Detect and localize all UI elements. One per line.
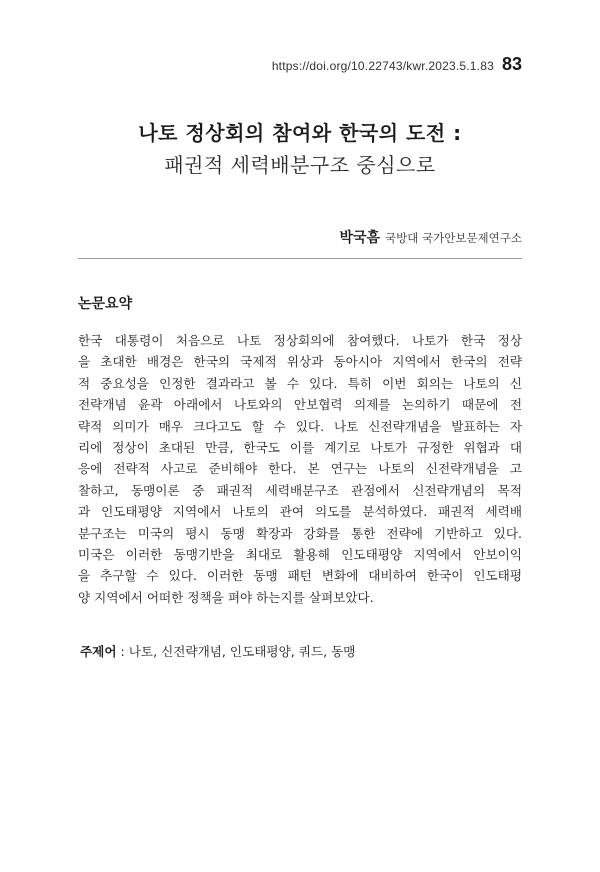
page-header [272,54,522,75]
author-name: 박국흠 [339,230,381,246]
article-title: 나토 정상회의 참여와 한국의 도전 : [138,121,462,145]
keywords-separator: : [116,644,129,659]
abstract-line: 을 초대한 배경은 한국의 국제적 위상과 동아시아 지역에서 한국의 전략 [78,354,522,370]
keywords-text: 나토, 신전략개념, 인도태평양, 쿼드, 동맹 [128,644,356,659]
abstract-line: 리에 정상이 초대된 만큼, 한국도 이를 계기로 나토가 규정한 위협과 대 [78,439,522,455]
abstract-heading: 논문요약 [78,296,133,312]
abstract-line: 찰하고, 동맹이론 중 패권적 세력배분구조 관점에서 신전략개념의 목적 [78,482,522,498]
page-number: 83 [501,54,522,74]
header-divider [78,258,522,259]
abstract-line: 한국 대통령이 처음으로 나토 정상회의에 참여했다. 나토가 한국 정상 [78,333,522,348]
author-affiliation: 국방대 국가안보문제연구소 [385,231,522,245]
abstract-line: 미국은 이러한 동맹기반을 최대로 활용해 인도태평양 지역에서 안보이익 [78,546,522,562]
abstract-line: 양 지역에서 어떠한 정책을 펴야 하는지를 살펴보았다. [78,589,374,605]
abstract-line: 과 인도태평양 지역에서 나토의 관여 의도를 분석하였다. 패권적 세력배 [78,504,522,520]
abstract-line: 략적 의미가 매우 크다고도 할 수 있다. 나토 신전략개념을 발표하는 자 [78,418,522,434]
abstract-line: 응에 전략적 사고로 준비해야 한다. 본 연구는 나토의 신전략개념을 고 [78,461,522,477]
keywords-line [80,641,355,660]
keywords-label: 주제어 [80,644,117,659]
abstract-line: 적 중요성을 인정한 결과라고 볼 수 있다. 특히 이번 회의는 나토의 신 [78,375,522,391]
article-subtitle: 패권적 세력배분구조 중심으로 [164,153,436,177]
abstract-body [78,330,522,608]
doi-link[interactable]: https://doi.org/10.22743/kwr.2023.5.1.83 [271,59,494,73]
abstract-line: 전략개념 윤곽 아래에서 나토와의 안보협력 의제를 논의하기 때문에 전 [78,397,522,413]
abstract-line: 분구조는 미국의 평시 동맹 확장과 강화를 통한 전략에 기반하고 있다. [78,525,522,541]
author-line [339,227,522,247]
abstract-line: 을 추구할 수 있다. 이러한 동맹 패턴 변화에 대비하여 한국이 인도태평 [78,568,522,584]
